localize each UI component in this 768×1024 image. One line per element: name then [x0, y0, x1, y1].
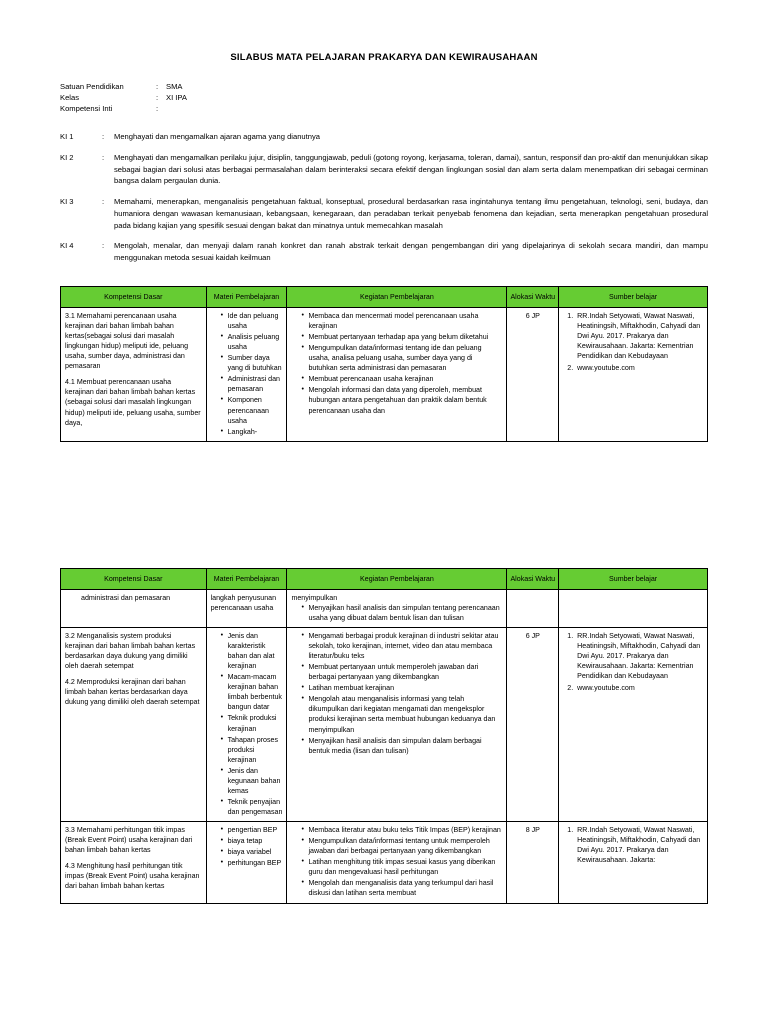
list-item: • Mengolah informasi dan data yang diperoleh, membuat hubungan antara pengetahuan dan praktik dalam bentuk perencanaan usaha dan: [301, 385, 502, 415]
header-kompetensi-dasar: Kompetensi Dasar: [61, 286, 207, 307]
list-item: • Menyajikan hasil analisis dan simpulan tentang perencanaan usaha yang dibuat dalam bentuk lisan dan tulisan: [301, 603, 502, 623]
kd-item: administrasi dan pemasaran: [81, 593, 171, 602]
materi-list: [211, 825, 283, 868]
cell-kegiatan-pembelajaran: [287, 307, 507, 441]
cell-sumber-belajar: [559, 589, 708, 627]
cell-kompetensi-dasar: [61, 589, 207, 627]
ki-colon: :: [102, 152, 105, 162]
list-item: • Analisis peluang usaha: [221, 332, 283, 352]
meta-label: Satuan Pendidikan: [60, 82, 124, 91]
list-item: 2. www.youtube.com: [575, 363, 703, 373]
materi-list: [211, 631, 283, 817]
list-item: • Mengumpulkan data/informasi tentang untuk memperoleh jawaban dari berbagai pertanyaan yang dikembangkan: [301, 836, 502, 856]
sumber-list: [563, 311, 703, 373]
cell-sumber-belajar: [559, 822, 708, 903]
page-title: SILABUS MATA PELAJARAN PRAKARYA DAN KEWIRAUSAHAAN: [230, 52, 538, 63]
list-item: • Macam-macam kerajinan bahan limbah berbentuk bangun datar: [221, 672, 283, 712]
header-materi-pembelajaran: Materi Pembelajaran: [206, 286, 287, 307]
cell-materi-pembelajaran: [206, 627, 287, 821]
list-item: • Ide dan peluang usaha: [221, 311, 283, 331]
cell-kompetensi-dasar: [61, 307, 207, 441]
meta-value: [166, 103, 187, 114]
list-item: • Mengolah dan menganalisis data yang terkumpul dari hasil diskusi dan latihan serta membuat: [301, 878, 502, 898]
ki-text: Mengolah, menalar, dan menyaji dalam ranah konkret dan ranah abstrak terkait dengan pengembangan diri yang dipelajarinya di sekolah secara mandiri, dan mampu menggunakan metoda sesuai kaidah keilmuan: [114, 241, 708, 263]
cell-materi-pembelajaran: [206, 307, 287, 441]
kegiatan-list: [291, 311, 502, 416]
list-item: • biaya tetap: [221, 836, 283, 846]
list-item: • Mengumpulkan data/informasi tentang ide dan peluang usaha, analisa peluang usaha, sumber daya yang di butuhkan serta administrasi dan pemasaran: [301, 343, 502, 373]
ki-row: [60, 128, 708, 149]
page-break-gap: [60, 448, 708, 568]
header-alokasi-waktu: Alokasi Waktu: [507, 286, 559, 307]
list-item: • Membaca literatur atau buku teks Titik Impas (BEP) kerajinan: [301, 825, 502, 835]
header-sumber-belajar: Sumber belajar: [559, 286, 708, 307]
cell-alokasi-waktu: 8 JP: [507, 822, 559, 903]
list-item: • Latihan menghitung titik impas sesuai kasus yang diberikan guru dan mengevaluasi hasil perhitungan: [301, 857, 502, 877]
table-row: [61, 627, 708, 821]
list-item: • Teknik produksi kerajinan: [221, 713, 283, 733]
materi-list: [211, 311, 283, 437]
table-header-row: [61, 286, 708, 307]
cell-materi-pembelajaran: langkah penyusunan perencanaan usaha: [206, 589, 287, 627]
cell-kompetensi-dasar: [61, 627, 207, 821]
silabus-table-2: [60, 568, 708, 904]
list-item: 1. RR.Indah Setyowati, Wawat Naswati, Heatiningsih, Miftakhodin, Cahyadi dan Dwi Ayu. 2017. Prakarya dan Kewirausahaan. Jakarta:: [575, 825, 703, 865]
header-alokasi-waktu: Alokasi Waktu: [507, 568, 559, 589]
ki-text: Menghayati dan mengamalkan perilaku jujur, disiplin, tanggungjawab, peduli (gotong royong, kerjasama, toleran, damai), santun, responsif dan pro-aktif dan menunjukkan sikap sebagai bagian dari solusi atas berbagai permasalahan dalam berinteraksi secara efektif dengan lingkungan sosial dan alam serta dalam menempatkan diri sebagai cerminan bangsa dalam pergaulan dunia.: [114, 152, 708, 186]
cell-kompetensi-dasar: [61, 822, 207, 903]
meta-colon: :: [156, 104, 159, 113]
list-item: 1. RR.Indah Setyowati, Wawat Naswati, Heatiningsih, Miftakhodin, Cahyadi dan Dwi Ayu. 2017. Prakarya dan Kewirausahaan. Jakarta: Kementrian Pendidikan dan Kebudayaan: [575, 631, 703, 681]
meta-label: Kelas: [60, 93, 79, 102]
kegiatan-continuation: menyimpulkan: [291, 593, 338, 602]
kd-item: 4.3 Menghitung hasil perhitungan titik impas (Break Event Point) usaha kerajinan dari bahan limbah bahan kertas: [65, 862, 200, 891]
header-kegiatan-pembelajaran: Kegiatan Pembelajaran: [287, 286, 507, 307]
ki-label: KI 1: [60, 132, 74, 141]
cell-sumber-belajar: [559, 627, 708, 821]
ki-text: Memahami, menerapkan, menganalisis pengetahuan faktual, konseptual, prosedural berdasarkan rasa ingintahunya tentang ilmu pengetahuan, teknologi, seni, budaya, dan humaniora dengan wawasan kemanusiaan, kebangsaan, kenegaraan, dan peradaban terkait penyebab fenomena dan kejadian, serta menerapkan pengetahuan prosedural pada bidang kajian yang spesifik sesuai dengan bakat dan minatnya untuk memecahkan masalah: [114, 197, 708, 230]
list-item: • perhitungan BEP: [221, 858, 283, 868]
list-item: • Jenis dan karakteristik bahan dan alat kerajinan: [221, 631, 283, 671]
kd-item: 4.2 Memproduksi kerajinan dari bahan limbah bahan kertas berdasarkan daya dukung yang dimiliki oleh daerah setempat: [65, 678, 200, 707]
ki-label: KI 4: [60, 241, 74, 251]
cell-kegiatan-pembelajaran: [287, 627, 507, 821]
table-header-row: [61, 568, 708, 589]
meta-label: Kompetensi Inti: [60, 104, 113, 113]
identity-table: [60, 81, 187, 114]
list-item: • Membuat pertanyaan terhadap apa yang belum diketahui: [301, 332, 502, 342]
list-item: 2. www.youtube.com: [575, 683, 703, 693]
list-item: • Jenis dan kegunaan bahan kemas: [221, 766, 283, 796]
cell-alokasi-waktu: 6 JP: [507, 627, 559, 821]
list-item: • Komponen perencanaan usaha: [221, 395, 283, 425]
table-row: [61, 589, 708, 627]
kegiatan-list: [291, 631, 502, 756]
meta-value: SMA: [166, 82, 183, 91]
kd-item: 3.2 Menganalisis system produksi kerajinan dari bahan limbah bahan kertas berdasarkan daya dukung yang dimiliki oleh daerah setempat: [65, 631, 196, 671]
kd-item: 3.1 Memahami perencanaan usaha kerajinan dari bahan limbah bahan kertas(sebagai solusi dari masalah lingkungan hidup) meliputi ide, peluang usaha, sumber daya, administrasi dan pemasaran: [65, 311, 189, 371]
list-item: • Teknik penyajian dan pengemasan: [221, 797, 283, 817]
kompetensi-inti-table: [60, 128, 708, 270]
silabus-table-1: [60, 286, 708, 442]
cell-materi-pembelajaran: [206, 822, 287, 903]
list-item: • pengertian BEP: [221, 825, 283, 835]
list-item: • Sumber daya yang di butuhkan: [221, 353, 283, 373]
list-item: • Latihan membuat kerajinan: [301, 683, 502, 693]
list-item: • Administrasi dan pemasaran: [221, 374, 283, 394]
ki-label: KI 2: [60, 152, 74, 162]
header-materi-pembelajaran: Materi Pembelajaran: [206, 568, 287, 589]
list-item: • Mengamati berbagai produk kerajinan di industri sekitar atau sekolah, toko kerajinan, internet, video dan atau membaca literatur/buku teks: [301, 631, 502, 661]
ki-row: [60, 193, 708, 237]
meta-colon: :: [156, 93, 159, 102]
ki-row: [60, 237, 708, 270]
list-item: • Menyajikan hasil analisis dan simpulan dalam berbagai bentuk media (lisan dan tulisan): [301, 736, 502, 756]
meta-row: [60, 103, 187, 114]
header-kompetensi-dasar: Kompetensi Dasar: [61, 568, 207, 589]
meta-value: XI IPA: [166, 93, 187, 102]
kd-item: 3.3 Memahami perhitungan titik impas (Break Event Point) usaha kerajinan dari bahan limbah bahan kertas: [65, 826, 193, 855]
list-item: • Mengolah atau menganalisis informasi yang telah dikumpulkan dari kegiatan mengamati dan mengeksplor produksi kerajinan serta membuat hubungan keduanya dan menyimpulkan: [301, 694, 502, 734]
ki-colon: :: [102, 241, 105, 251]
ki-colon: :: [102, 132, 105, 141]
list-item: 1. RR.Indah Setyowati, Wawat Naswati, Heatiningsih, Miftakhodin, Cahyadi dan Dwi Ayu. 2017. Prakarya dan Kewirausahaan. Jakarta: Kementrian Pendidikan dan Kebudayaan: [575, 311, 703, 361]
list-item: • Membuat perencanaan usaha kerajinan: [301, 374, 502, 384]
ki-text: Menghayati dan mengamalkan ajaran agama yang dianutnya: [114, 132, 321, 141]
list-item: • Membuat pertanyaan untuk memperoleh jawaban dari berbagai pertanyaan yang dikembangkan: [301, 662, 502, 682]
kd-item: 4.1 Membuat perencanaan usaha kerajinan dari bahan limbah bahan kertas (sebagai solusi dari masalah lingkungan hidup) meliputi ide, peluang usaha, sumber daya,: [65, 378, 201, 427]
kegiatan-list: [291, 603, 502, 623]
cell-kegiatan-pembelajaran: [287, 589, 507, 627]
sumber-list: [563, 825, 703, 865]
table-row: [61, 822, 708, 903]
list-item: • Membaca dan mencermati model perencanaan usaha kerajinan: [301, 311, 502, 331]
kegiatan-list: [291, 825, 502, 898]
table-row: [61, 307, 708, 441]
sumber-list: [563, 631, 703, 693]
cell-alokasi-waktu: 6 JP: [507, 307, 559, 441]
ki-row: [60, 149, 708, 193]
header-sumber-belajar: Sumber belajar: [559, 568, 708, 589]
list-item: • Tahapan proses produksi kerajinan: [221, 735, 283, 765]
ki-label: KI 3: [60, 197, 74, 207]
header-kegiatan-pembelajaran: Kegiatan Pembelajaran: [287, 568, 507, 589]
meta-colon: :: [156, 82, 159, 91]
list-item: • Langkah-: [221, 427, 283, 437]
meta-row: [60, 92, 187, 103]
ki-colon: :: [102, 197, 105, 207]
cell-alokasi-waktu: [507, 589, 559, 627]
list-item: • biaya variabel: [221, 847, 283, 857]
meta-row: [60, 81, 187, 92]
cell-kegiatan-pembelajaran: [287, 822, 507, 903]
cell-sumber-belajar: [559, 307, 708, 441]
